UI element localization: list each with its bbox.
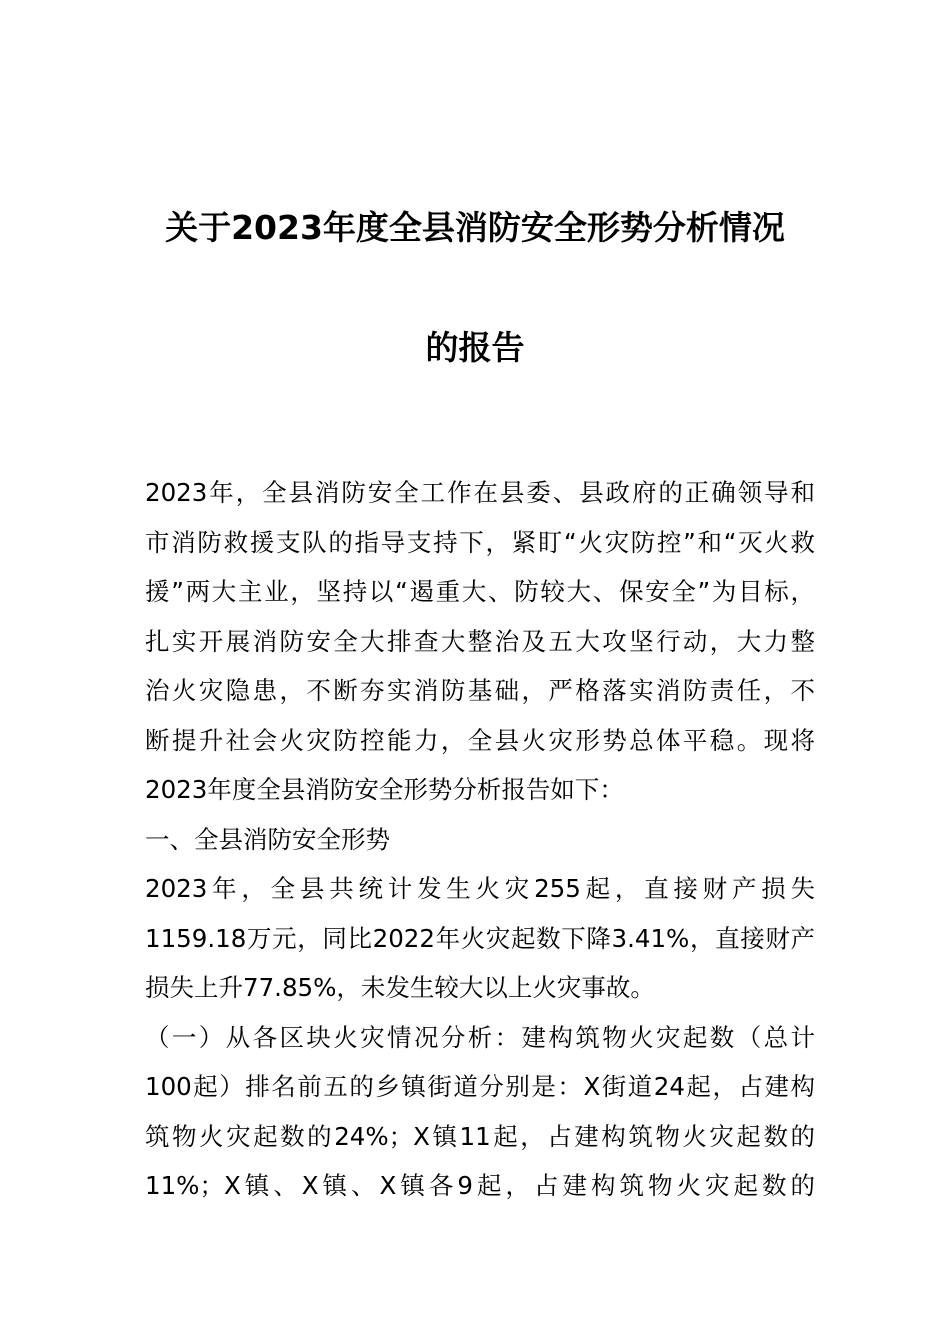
body-line: 2023年，全县共统计发生火灾255起，直接财产损失 [145, 874, 815, 903]
body-line: 100起）排名前五的乡镇街道分别是：X街道24起，占建构 [145, 1072, 815, 1101]
body-line: 2023年，全县消防安全工作在县委、县政府的正确领导和 [145, 478, 815, 507]
body-line: 损失上升77.85%，未发生较大以上火灾事故。 [145, 973, 655, 1002]
body-line: 断提升社会火灾防控能力，全县火灾形势总体平稳。现将 [145, 725, 815, 755]
body-line: 扎实开展消防安全大排查大整治及五大攻坚行动，大力整 [145, 626, 815, 656]
body-line: 援”两大主业，坚持以“遏重大、防较大、保安全”为目标， [145, 577, 815, 606]
body-line: 1159.18万元，同比2022年火灾起数下降3.41%，直接财产 [145, 923, 815, 953]
body-line: 11%；X镇、X镇、X镇各9起，占建构筑物火灾起数的 [145, 1171, 815, 1200]
body-line: 市消防救援支队的指导支持下，紧盯“火灾防控”和“灭火救 [145, 527, 815, 557]
body-line: 2023年度全县消防安全形势分析报告如下： [145, 775, 624, 804]
document-title-line-2: 的报告 [425, 328, 525, 367]
section-heading: 一、全县消防安全形势 [145, 824, 390, 854]
body-line: 筑物火灾起数的24%；X镇11起，占建构筑物火灾起数的 [145, 1121, 815, 1151]
body-line: 治火灾隐患，不断夯实消防基础，严格落实消防责任，不 [145, 676, 815, 705]
body-line: （一）从各区块火灾情况分析：建构筑物火灾起数（总计 [145, 1022, 815, 1052]
document-body [145, 468, 815, 1211]
document-title-line-1: 关于2023年度全县消防安全形势分析情况 [165, 208, 785, 247]
